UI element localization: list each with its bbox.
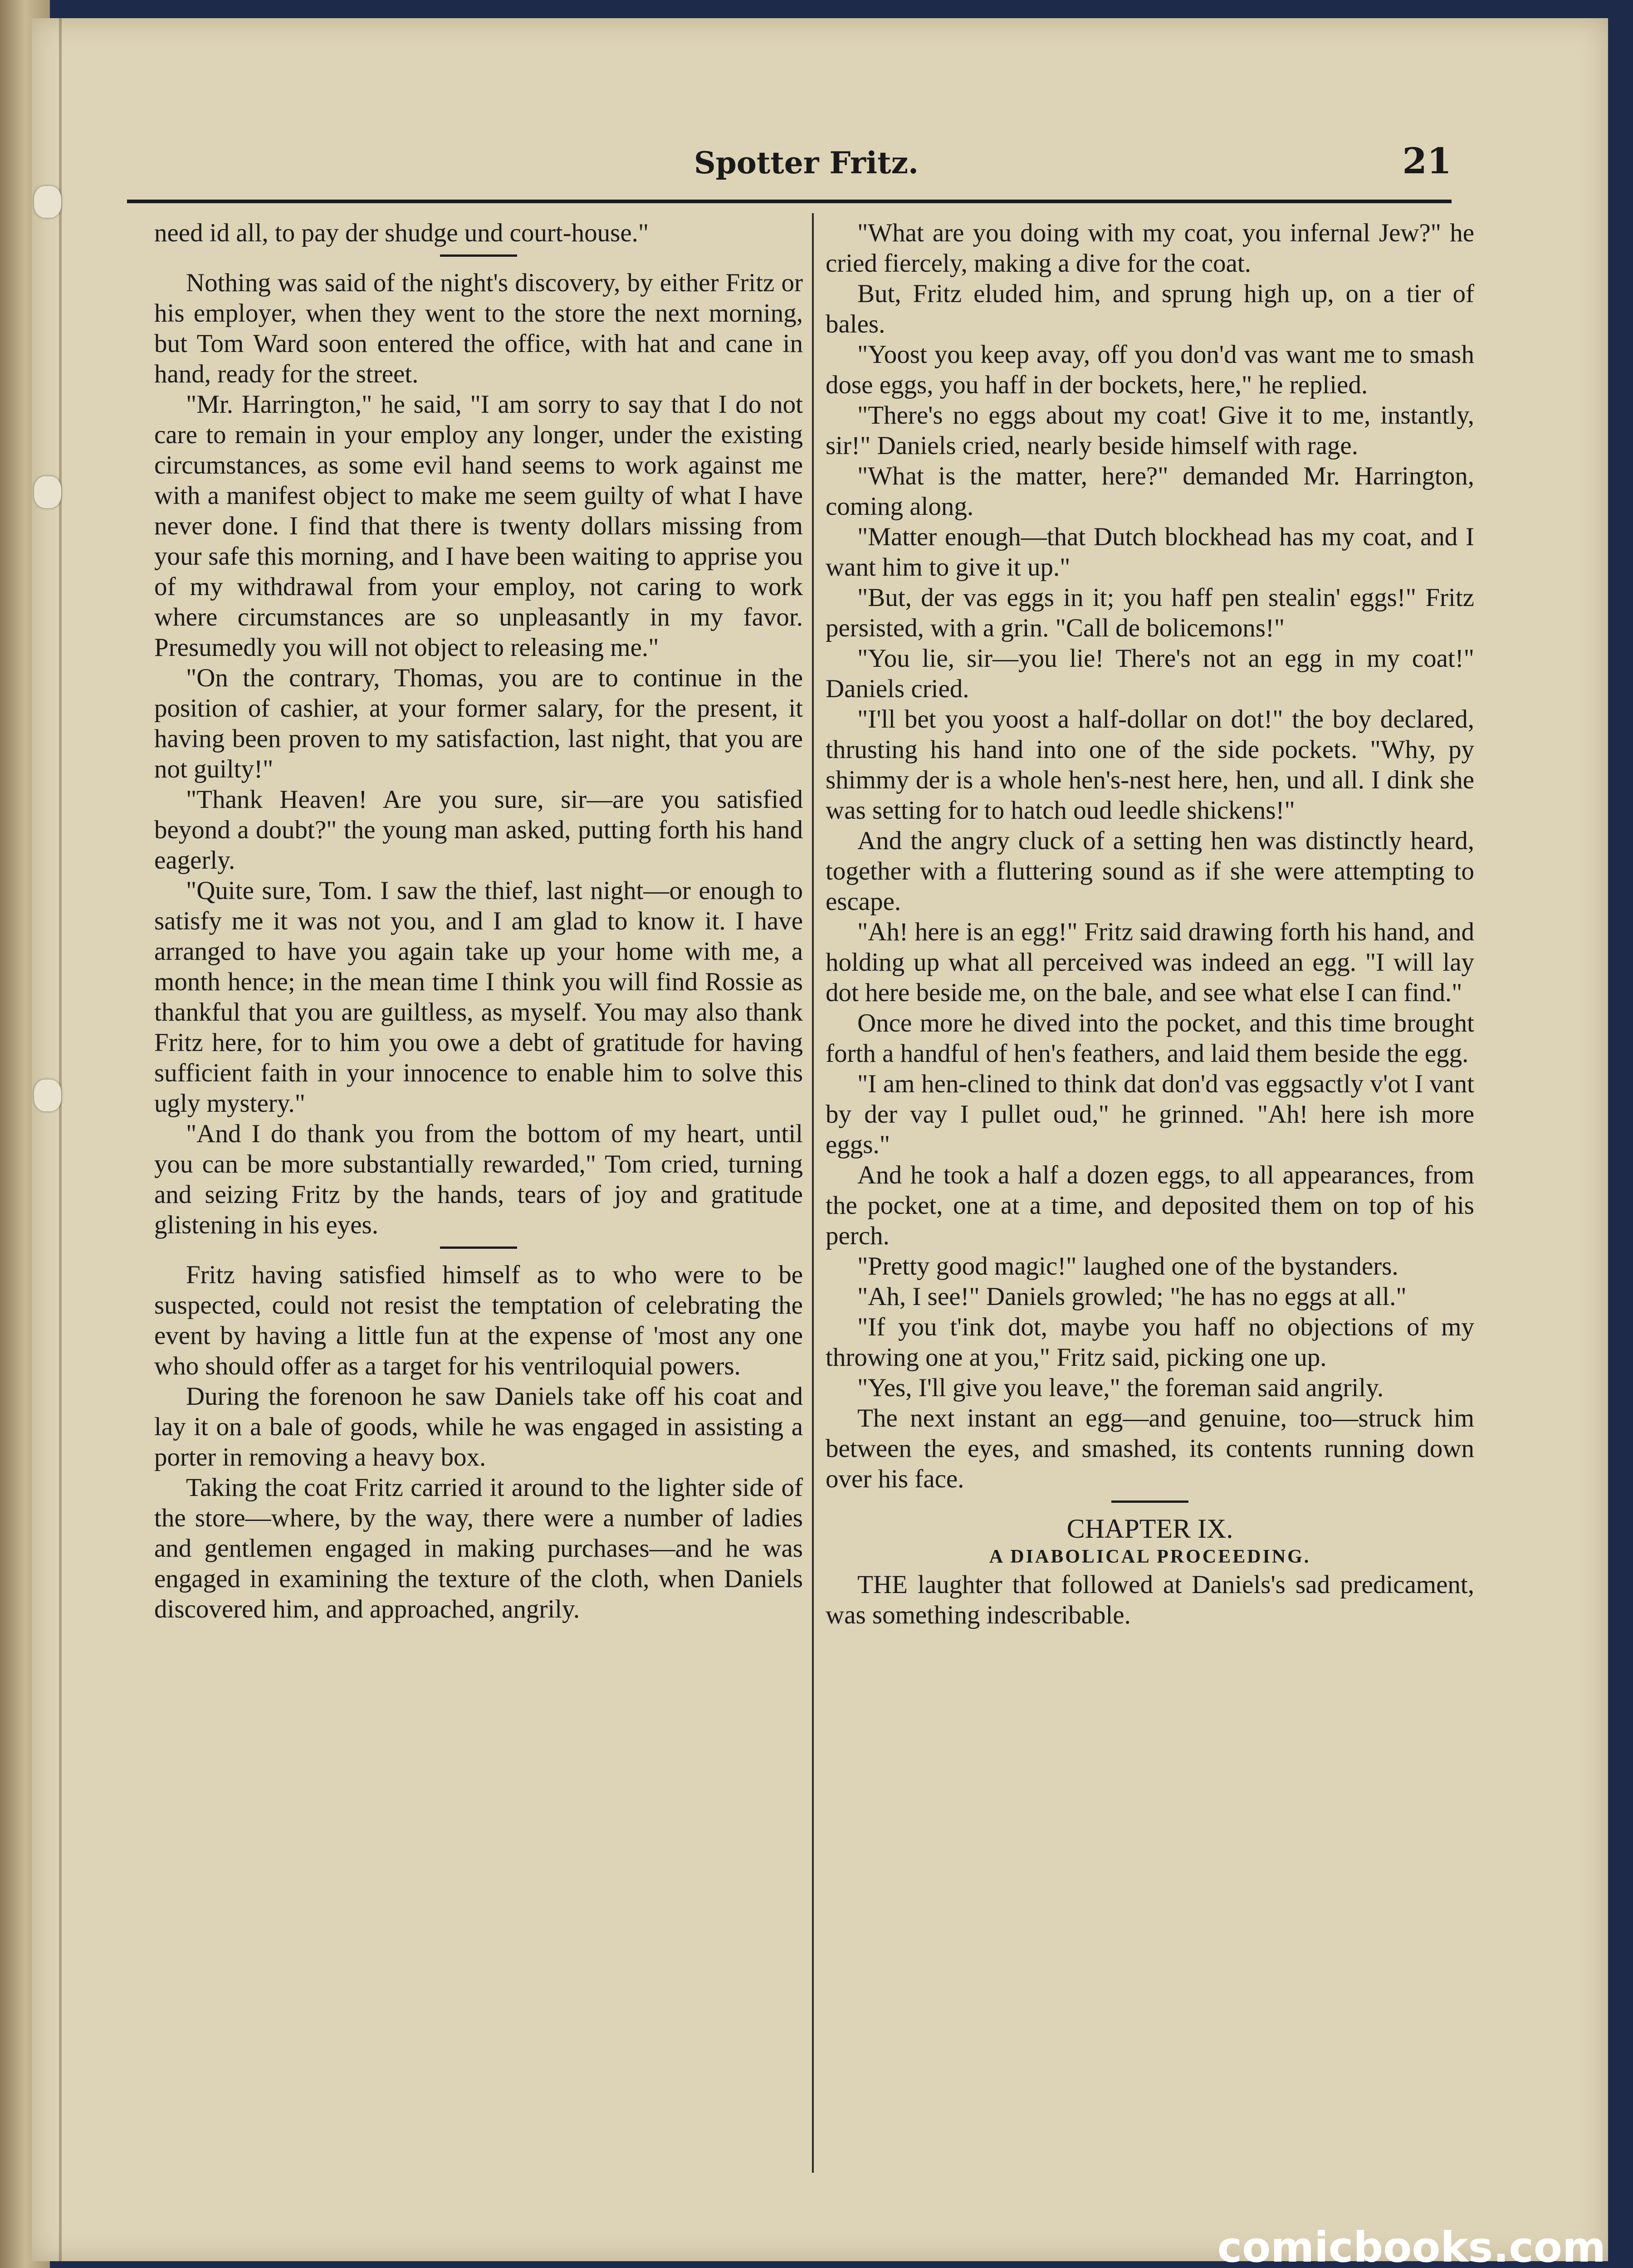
running-head [127, 136, 1452, 186]
paragraph: But, Fritz eluded him, and sprung high up, on a tier of bales. [826, 279, 1474, 338]
paragraph: "But, der vas eggs in it; you haff pen stealin' eggs!" Fritz persisted, with a grin. "Call de bolicemons!" [826, 583, 1474, 642]
section-separator [440, 254, 517, 257]
paragraph: "And I do thank you from the bottom of my heart, until you can be more substantially rewarded," Tom cried, turning and seizing Fritz by the hands, tears of joy and gratitude glistening in his eyes. [154, 1119, 803, 1239]
binding-hole [34, 186, 61, 218]
spine-shadow [59, 18, 62, 2261]
paragraph: The next instant an egg—and genuine, too—struck him between the eyes, and smashed, its contents running down over his face. [826, 1404, 1474, 1493]
binding-hole [34, 1080, 61, 1111]
paragraph: need id all, to pay der shudge und court-house." [154, 219, 649, 247]
paragraph: "What is the matter, here?" demanded Mr. Harrington, coming along. [826, 462, 1474, 521]
paragraph: "There's no eggs about my coat! Give it to me, instantly, sir!" Daniels cried, nearly beside himself with rage. [826, 401, 1474, 460]
paragraph: "You lie, sir—you lie! There's not an egg in my coat!" Daniels cried. [826, 644, 1474, 703]
paragraph: "Ah, I see!" Daniels growled; "he has no eggs at all." [857, 1282, 1407, 1311]
paragraph: "I'll bet you yoost a half-dollar on dot!" the boy declared, thrusting his hand into one of the side pockets. "Why, py shimmy der is a whole hen's-nest here, hen, und all. I dink she was setting for to hatch oud leedle shickens!" [826, 705, 1474, 825]
paragraph: "Ah! here is an egg!" Fritz said drawing forth his hand, and holding up what all perceived was indeed an egg. "I will lay dot here beside me, on the bale, and see what else I can find." [826, 918, 1474, 1007]
section-separator [1111, 1501, 1188, 1503]
paragraph: "Mr. Harrington," he said, "I am sorry to say that I do not care to remain in your employ any longer, under the existing circumstances, as some evil hand seems to work against me with a manifest object to make me seem guilty of what I have never done. I find that there is twenty dollars missing from your safe this morning, and I have been waiting to apprise you of my withdrawal from your employ, not caring to work where circumstances are so unpleasantly in my favor. Presumedly you will not object to releasing me." [154, 390, 803, 662]
chapter-title: CHAPTER IX. [1066, 1514, 1233, 1544]
paragraph: Once more he dived into the pocket, and this time brought forth a handful of hen's feathers, and laid them beside the egg. [826, 1009, 1474, 1068]
paragraph: THE laughter that followed at Daniels's sad predicament, was something indescribable. [826, 1570, 1474, 1629]
left-column [154, 218, 803, 1624]
paragraph: "What are you doing with my coat, you infernal Jew?" he cried fiercely, making a dive for the coat. [826, 219, 1474, 278]
paragraph: "Quite sure, Tom. I saw the thief, last night—or enough to satisfy me it was not you, and I am glad to know it. I have arranged to have you again take up your home with me, a month hence; in the mean time I think you will find Rossie as thankful that you are guiltless, as myself. You may also thank Fritz here, for to him you owe a debt of gratitude for having sufficient faith in your innocence to enable him to solve this ugly mystery." [154, 876, 803, 1118]
paragraph: "Thank Heaven! Are you sure, sir—are you satisfied beyond a doubt?" the young man asked, putting forth his hand eagerly. [154, 785, 803, 875]
page-title: Spotter Fritz. [694, 145, 919, 181]
paragraph: "Yoost you keep avay, off you don'd vas want me to smash dose eggs, you haff in der bockets, here," he replied. [826, 340, 1474, 399]
paragraph: Taking the coat Fritz carried it around to the lighter side of the store—where, by the way, there were a number of ladies and gentlemen engaged in making purchases—and he was engaged in examining the texture of the cloth, when Daniels discovered him, and approached, angrily. [154, 1473, 803, 1623]
paragraph: Nothing was said of the night's discovery, by either Fritz or his employer, when they went to the store the next morning, but Tom Ward soon entered the office, with hat and cane in hand, ready for the street. [154, 269, 803, 388]
paragraph: During the forenoon he saw Daniels take off his coat and lay it on a bale of goods, while he was engaged in assisting a porter in removing a heavy box. [154, 1382, 803, 1471]
paragraph: And the angry cluck of a setting hen was distinctly heard, together with a fluttering sound as if she were attempting to escape. [826, 826, 1474, 916]
paragraph: "On the contrary, Thomas, you are to continue in the position of cashier, at your former salary, for the present, it having been proven to my satisfaction, last night, that you are not guilty!" [154, 664, 803, 783]
paragraph: "Yes, I'll give you leave," the foreman said angrily. [857, 1374, 1384, 1402]
paragraph: "I am hen-clined to think dat don'd vas eggsactly v'ot I vant by der vay I pullet oud," he grinned. "Ah! here ish more eggs." [826, 1070, 1474, 1159]
header-rule [127, 200, 1452, 203]
paragraph: "If you t'ink dot, maybe you haff no objections of my throwing one at you," Fritz said, picking one up. [826, 1313, 1474, 1372]
section-separator [440, 1246, 517, 1249]
paragraph: Fritz having satisfied himself as to who were to be suspected, could not resist the temptation of celebrating the event by having a little fun at the expense of 'most any one who should offer as a target for his ventriloquial powers. [154, 1261, 803, 1380]
chapter-subtitle: A DIABOLICAL PROCEEDING. [989, 1546, 1311, 1567]
watermark: comicbooks.com [1217, 2223, 1606, 2268]
binding-hole [34, 476, 61, 508]
column-divider [812, 213, 814, 2173]
page-number: 21 [1402, 141, 1452, 182]
paragraph: And he took a half a dozen eggs, to all appearances, from the pocket, one at a time, and deposited them on top of his perch. [826, 1161, 1474, 1250]
right-column [826, 218, 1474, 1630]
paragraph: "Matter enough—that Dutch blockhead has my coat, and I want him to give it up." [826, 523, 1474, 582]
paragraph: "Pretty good magic!" laughed one of the bystanders. [857, 1252, 1398, 1281]
